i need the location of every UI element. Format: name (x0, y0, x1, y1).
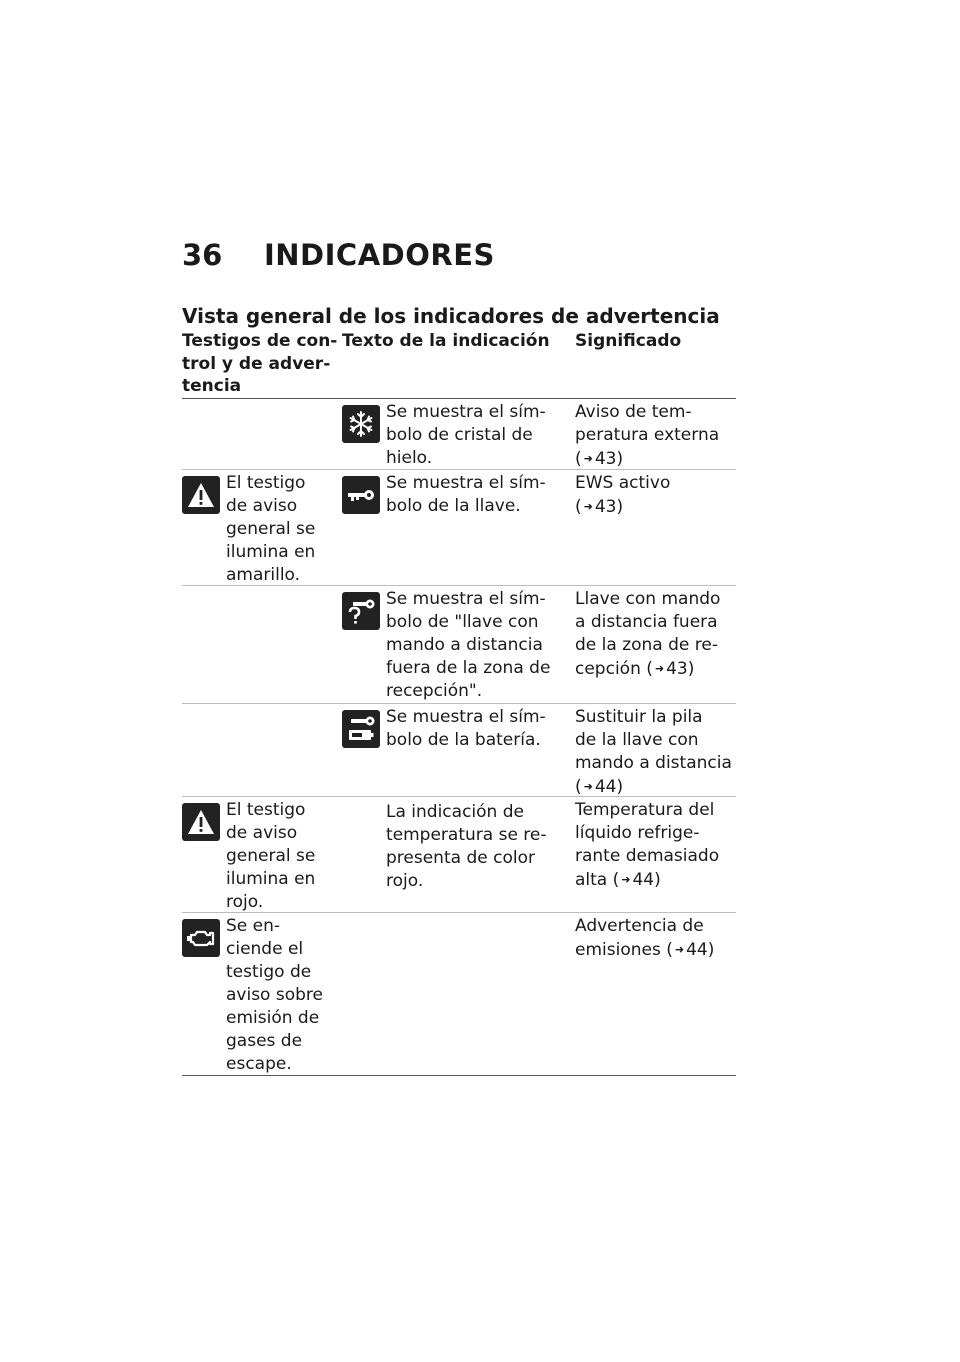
column-header-meaning: Significado (575, 331, 682, 351)
indicator-cell (182, 470, 342, 585)
display-text: Se muestra el sím- bolo de cristal de hielo. (386, 402, 546, 468)
meaning-cell (575, 913, 736, 1075)
meaning-cell (575, 586, 736, 703)
display-text: Se muestra el sím- bolo de la llave. (386, 473, 546, 516)
meaning-cell (575, 470, 736, 585)
meaning-text: EWS activo ( (575, 473, 671, 517)
display-text-cell (342, 399, 575, 469)
display-text: La indicación de temperatura se re- presenta de color rojo. (386, 802, 547, 891)
warning-triangle-icon (182, 476, 220, 514)
indicator-text: El testigo de aviso general se ilumina en rojo. (226, 800, 316, 912)
indicator-cell (182, 913, 342, 1075)
page-ref-arrow: ➜ (654, 662, 665, 675)
warning-indicators-table (182, 330, 736, 1076)
page-ref[interactable]: 44) (686, 940, 715, 960)
page-ref-arrow: ➜ (674, 943, 685, 956)
column-header-display-text: Texto de la indicación (342, 331, 550, 351)
ice-crystal-icon (342, 405, 380, 443)
table-row (182, 586, 736, 704)
table-row (182, 399, 736, 470)
page-ref-arrow: ➜ (583, 500, 593, 513)
indicator-text: El testigo de aviso general se ilumina en amarillo. (226, 473, 316, 585)
indicator-cell (182, 586, 342, 703)
key-icon (342, 476, 380, 514)
table-row (182, 913, 736, 1076)
indicator-text: Se en- ciende el testigo de aviso sobre emisión de gases de escape. (226, 916, 323, 1074)
meaning-cell (575, 704, 736, 796)
indicator-cell (182, 399, 342, 469)
table-row (182, 704, 736, 797)
meaning-cell (575, 797, 736, 912)
page-ref-arrow: ➜ (583, 452, 593, 465)
page-ref-arrow: ➜ (583, 780, 593, 793)
key-battery-icon (342, 710, 380, 748)
display-text-cell (342, 913, 575, 1075)
indicator-cell (182, 797, 342, 912)
meaning-text: Aviso de tem- peratura externa ( (575, 402, 720, 469)
table-row (182, 470, 736, 586)
page-ref[interactable]: 44) (632, 870, 661, 890)
key-question-icon (342, 592, 380, 630)
chapter-title: INDICADORES (264, 238, 495, 272)
section-title: Vista general de los indicadores de advertencia (182, 304, 720, 328)
table-header (182, 330, 736, 399)
indicator-cell (182, 704, 342, 796)
meaning-text: Advertencia de emisiones ( (575, 916, 704, 960)
page-header (182, 238, 495, 272)
page-ref[interactable]: 44) (594, 777, 624, 797)
engine-icon (182, 919, 220, 957)
page-ref[interactable]: 43) (594, 449, 624, 469)
page-ref[interactable]: 43) (666, 659, 695, 679)
display-text-cell (342, 704, 575, 796)
page-ref-arrow: ➜ (621, 873, 631, 886)
table-row (182, 797, 736, 913)
meaning-text: Temperatura del líquido refrige- rante demasiado alta ( (575, 800, 720, 890)
display-text-cell (342, 586, 575, 703)
display-text-cell (342, 797, 575, 912)
display-text-cell (342, 470, 575, 585)
meaning-text: Sustituir la pila de la llave con mando a distancia ( (575, 707, 732, 797)
display-text: Se muestra el sím- bolo de la batería. (386, 707, 546, 750)
meaning-cell (575, 399, 736, 469)
page-ref[interactable]: 43) (594, 497, 624, 517)
meaning-text: Llave con mando a distancia fuera de la zona de re- cepción ( (575, 589, 721, 679)
column-header-indicators: Testigos de con- trol y de adver- tencia (182, 331, 338, 396)
page-number: 36 (182, 238, 223, 272)
warning-triangle-icon (182, 803, 220, 841)
display-text: Se muestra el sím- bolo de "llave con mando a distancia fuera de la zona de recepción". (386, 589, 551, 701)
